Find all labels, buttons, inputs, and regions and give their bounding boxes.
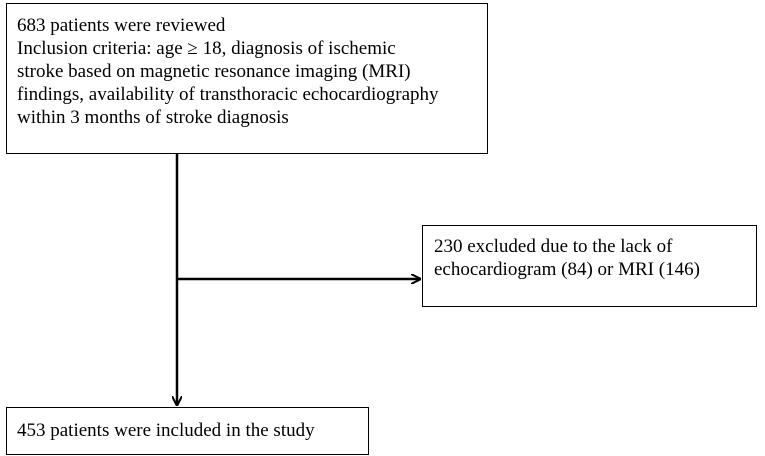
excluded-patients-box — [422, 225, 757, 307]
top-box-line-2: Inclusion criteria: age ≥ 18, diagnosis of ischemic — [17, 38, 396, 59]
top-box-line-4: findings, availability of transthoracic echocardiography — [17, 84, 439, 105]
exclusion-box-line-1: 230 excluded due to the lack of — [434, 236, 673, 257]
included-patients-box — [6, 407, 369, 455]
top-box-line-3: stroke based on magnetic resonance imaging (MRI) — [17, 61, 411, 82]
top-box-line-1: 683 patients were reviewed — [17, 15, 226, 36]
top-box-line-5: within 3 months of stroke diagnosis — [17, 107, 289, 128]
reviewed-patients-box — [6, 3, 488, 154]
exclusion-box-line-2: echocardiogram (84) or MRI (146) — [434, 259, 700, 280]
included-patients-text: 453 patients were included in the study — [17, 420, 315, 441]
